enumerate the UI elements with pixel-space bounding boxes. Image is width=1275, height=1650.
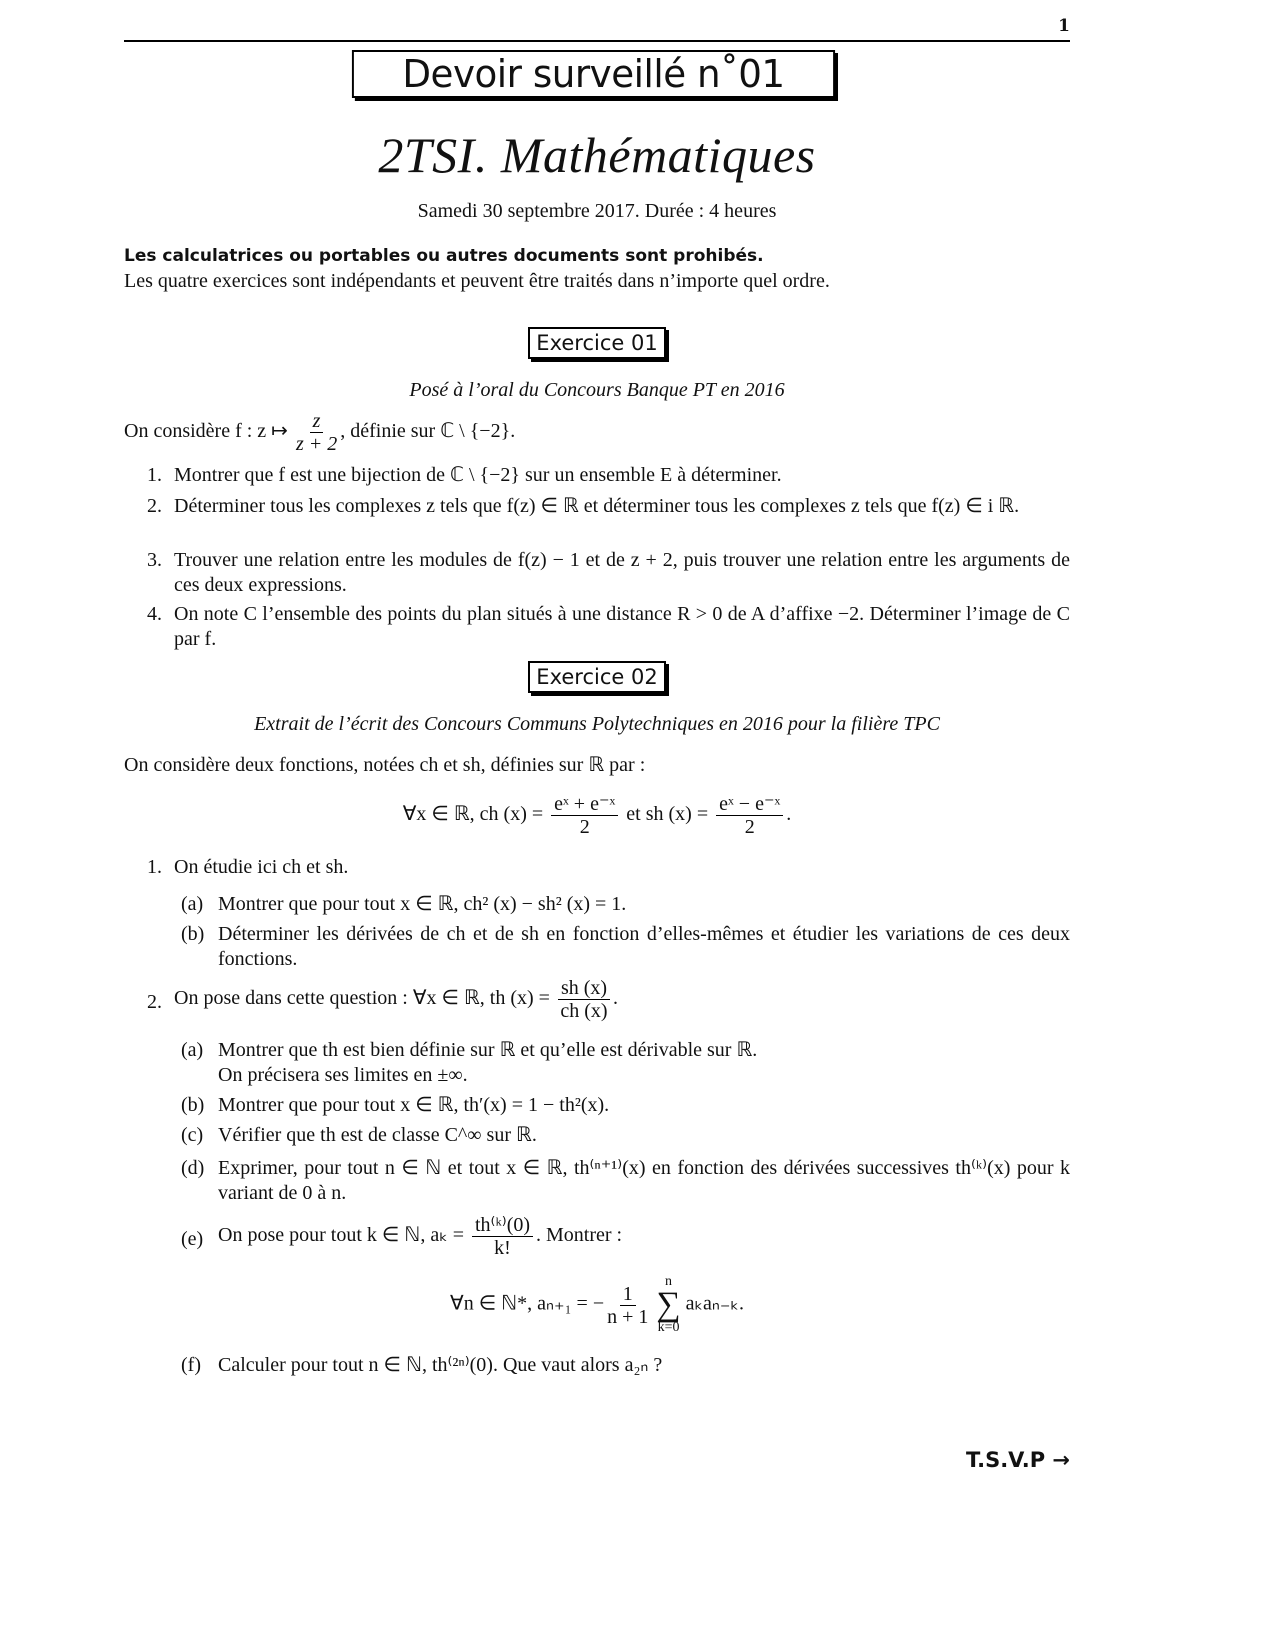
exercise-2-statement: On considère deux fonctions, notées ch et sh, définies sur ℝ par : (124, 754, 646, 776)
exercise-1-statement: On considère f : z ↦ $\frac{z}{z + 2}$ , définie sur ℂ \ {−2}. (124, 410, 516, 455)
recurrence-formula: ∀n ∈ ℕ*, aₙ₊₁ = − $\frac{1}{n + 1}$ n ∑ k=0 aₖaₙ₋ₖ. (450, 1274, 744, 1335)
document-subtitle: 2TSI. Mathématiques (378, 127, 816, 183)
exercise-2-question-2: 2. On pose dans cette question : ∀x ∈ ℝ, th (x) = $\frac{sh (x)}{ch (x)}$ . (147, 977, 619, 1022)
turn-page-note: T.S.V.P → (965, 1448, 1070, 1472)
exercise-2-question-2c: (c) Vérifier que th est de classe C^∞ sur ℝ. (181, 1124, 537, 1146)
exercise-2-question-2a: (a) Montrer que th est bien définie sur ℝ et qu’elle est dérivable sur ℝ. On précisera ses limites en ±∞. (181, 1039, 758, 1086)
document-title: Devoir surveillé n˚01 (352, 50, 835, 98)
page-number: 1 (1058, 16, 1070, 36)
exercise-2-heading: Exercice 02 (124, 661, 1070, 693)
exercise-1-question-1: 1. Montrer que f est une bijection de ℂ \ {−2} sur un ensemble E à déterminer. (147, 464, 782, 486)
warning-text: Les calculatrices ou portables ou autres documents sont prohibés. (124, 246, 764, 266)
exercise-1-source: Posé à l’oral du Concours Banque PT en 2016 (409, 379, 785, 401)
exercise-1-question-2: 2. Déterminer tous les complexes z tels que f(z) ∈ ℝ et déterminer tous les complexes z tels que f(z) ∈ i ℝ. (147, 495, 1020, 517)
exercise-2-question-2d: (d) Exprimer, pour tout n ∈ ℕ et tout x ∈ ℝ, th⁽ⁿ⁺¹⁾(x) en fonction des dérivées successives th⁽ᵏ⁾(x) pour k variant de 0 à n. (181, 1157, 1070, 1204)
exercise-2-question-1a: (a) Montrer que pour tout x ∈ ℝ, ch² (x) − sh² (x) = 1. (181, 893, 627, 915)
exercise-1-heading: Exercice 01 (124, 327, 1070, 359)
date-line: Samedi 30 septembre 2017. Durée : 4 heures (417, 200, 777, 222)
exercise-2-source: Extrait de l’écrit des Concours Communs Polytechniques en 2016 pour la filière TPC (254, 713, 940, 735)
ch-sh-definition: ∀x ∈ ℝ, ch (x) = $\frac{\text{eˣ + e⁻ˣ}}{2}$ et sh (x) = $\frac{\text{eˣ − e⁻ˣ}}{2}$ . (402, 793, 792, 838)
exercise-2-question-2b: (b) Montrer que pour tout x ∈ ℝ, th′(x) = 1 − th²(x). (181, 1094, 610, 1116)
exercise-1-question-3: 3. Trouver une relation entre les modules de f(z) − 1 et de z + 2, puis trouver une relation entre les arguments de ces deux expressions. (147, 549, 1070, 596)
header-rule (124, 40, 1070, 42)
exercise-2-question-1b: (b) Déterminer les dérivées de ch et de sh en fonction d’elles-mêmes et étudier les variations de ces deux fonctions. (181, 923, 1070, 970)
exercise-2-question-1: 1. On étudie ici ch et sh. (147, 856, 349, 878)
exercise-1-question-4: 4. On note C l’ensemble des points du plan situés à une distance R > 0 de A d’affixe −2. Déterminer l’image de C par f. (147, 603, 1070, 650)
intro-text: Les quatre exercices sont indépendants et peuvent être traités dans n’importe quel ordre. (124, 270, 830, 292)
exercise-2-question-2f: (f) Calculer pour tout n ∈ ℕ, th⁽²ⁿ⁾(0). Que vaut alors a₂ₙ ? (181, 1354, 663, 1376)
exercise-2-question-2e: (e) On pose pour tout k ∈ ℕ, aₖ = $\frac{\text{th⁽ᵏ⁾(0)}}{k!}$ . Montrer : (181, 1214, 623, 1259)
